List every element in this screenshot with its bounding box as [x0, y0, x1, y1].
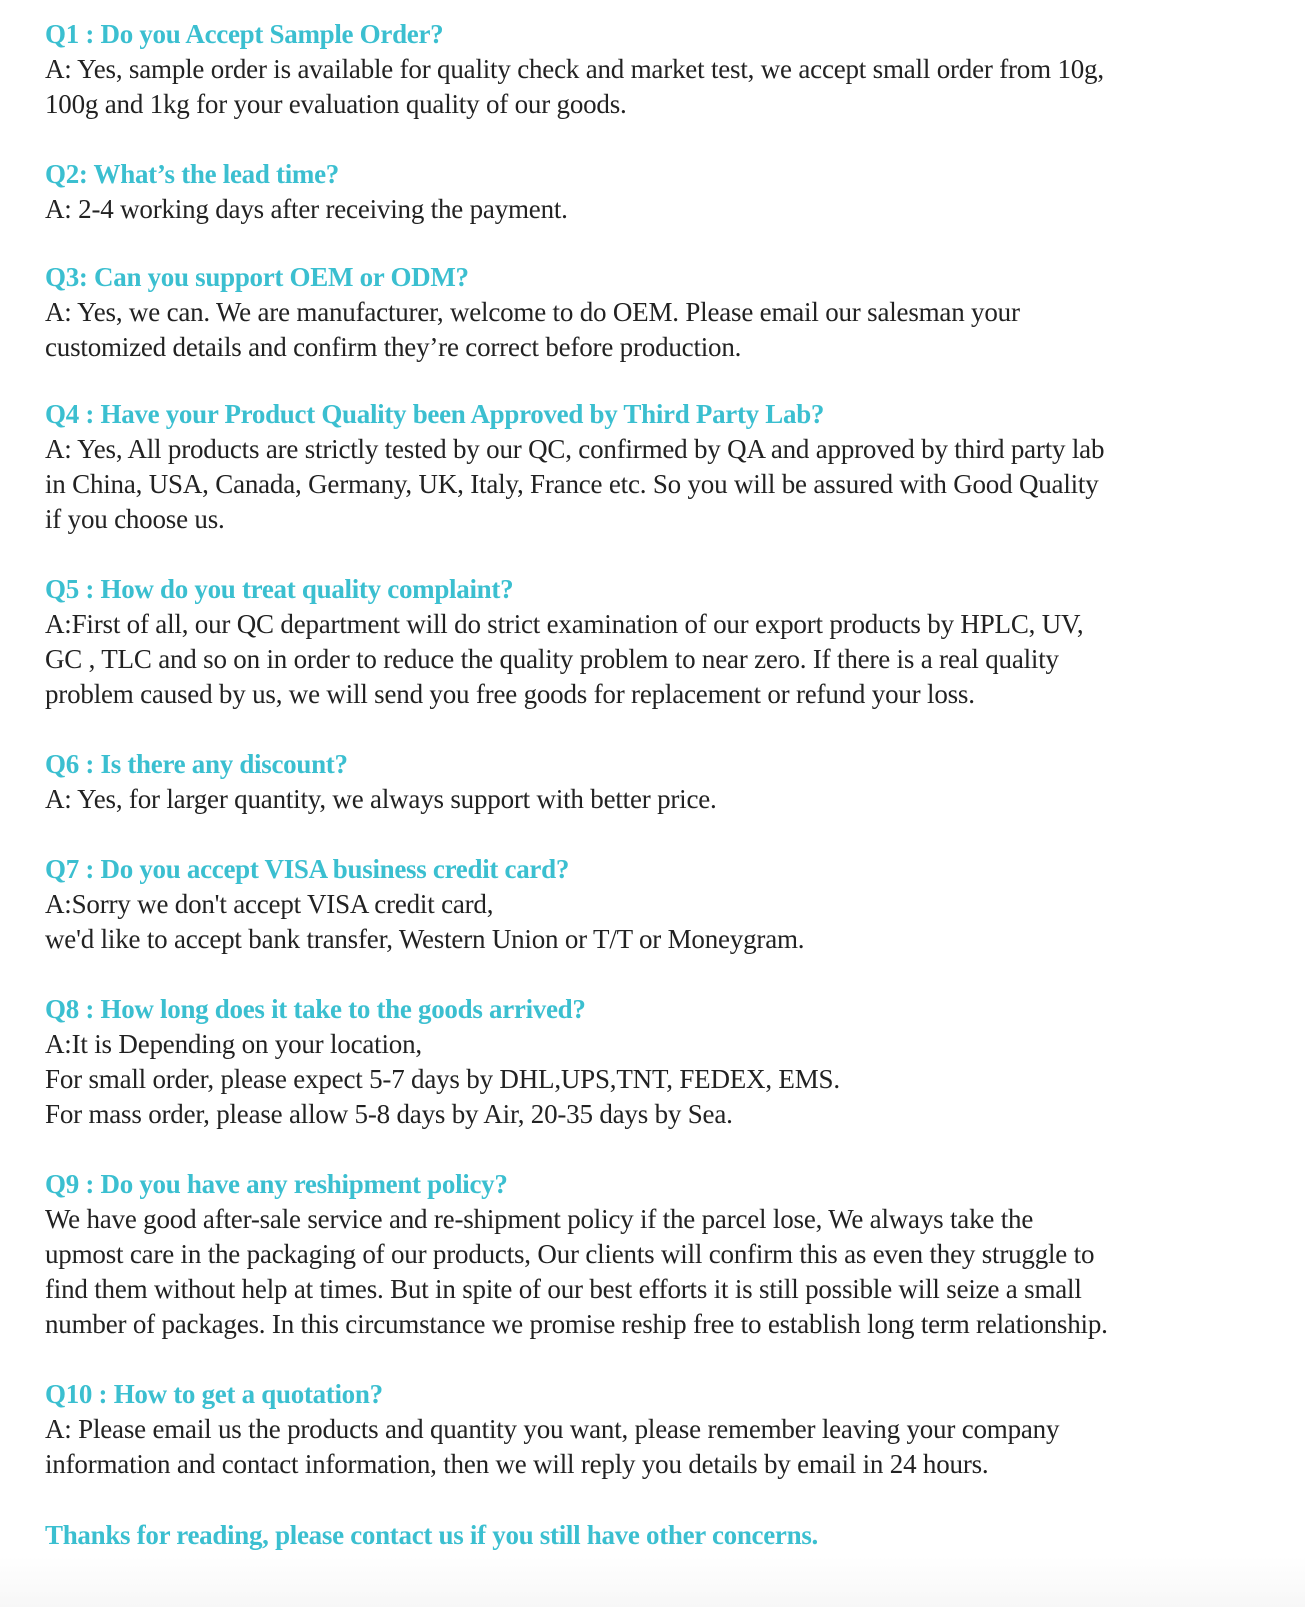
faq-answer-line: information and contact information, then we will reply you details by email in 24 hours. [45, 1449, 989, 1479]
faq-answer-line: if you choose us. [45, 504, 225, 534]
faq-question: Q10 : How to get a quotation? [45, 1379, 383, 1409]
closing-note: Thanks for reading, please contact us if you still have other concerns. [45, 1520, 818, 1550]
faq-answer-line: 100g and 1kg for your evaluation quality of our goods. [45, 89, 627, 119]
faq-question: Q8 : How long does it take to the goods arrived? [45, 994, 586, 1024]
faq-answer-line: We have good after-sale service and re-shipment policy if the parcel lose, We always take the [45, 1204, 1034, 1234]
faq-item [45, 852, 804, 957]
faq-answer-line: A: 2-4 working days after receiving the payment. [45, 194, 568, 224]
faq-item [45, 747, 717, 817]
faq-question: Q3: Can you support OEM or ODM? [45, 262, 469, 292]
faq-item [45, 1377, 1059, 1482]
faq-item [45, 1167, 1108, 1342]
faq-answer-line: A:It is Depending on your location, [45, 1029, 422, 1059]
faq-item [45, 17, 1104, 122]
faq-answer-line: GC , TLC and so on in order to reduce the quality problem to near zero. If there is a real quality [45, 644, 1059, 674]
faq-answer-line: A: Yes, All products are strictly tested by our QC, confirmed by QA and approved by third party lab [45, 434, 1105, 464]
faq-answer-line: For mass order, please allow 5-8 days by Air, 20-35 days by Sea. [45, 1099, 733, 1129]
footer-shade [0, 1557, 1305, 1607]
faq-answer-line: A:First of all, our QC department will do strict examination of our export products by HPLC, UV, [45, 609, 1084, 639]
faq-answer-line: A: Please email us the products and quantity you want, please remember leaving your company [45, 1414, 1060, 1444]
faq-answer-line: A: Yes, sample order is available for quality check and market test, we accept small order from 10g, [45, 54, 1104, 84]
faq-answer-line: we'd like to accept bank transfer, Western Union or T/T or Moneygram. [45, 924, 805, 954]
faq-item [45, 992, 840, 1132]
faq-question: Q6 : Is there any discount? [45, 749, 348, 779]
faq-question: Q5 : How do you treat quality complaint? [45, 574, 514, 604]
faq-question: Q9 : Do you have any reshipment policy? [45, 1169, 508, 1199]
faq-item [45, 572, 1083, 712]
faq-answer-line: customized details and confirm they’re correct before production. [45, 332, 742, 362]
faq-answer-line: A:Sorry we don't accept VISA credit card, [45, 889, 494, 919]
faq-answer-line: in China, USA, Canada, Germany, UK, Italy, France etc. So you will be assured with Good Quality [45, 469, 1099, 499]
faq-item [45, 157, 568, 227]
faq-question: Q2: What’s the lead time? [45, 159, 339, 189]
faq-answer-line: find them without help at times. But in spite of our best efforts it is still possible will seize a small [45, 1274, 1082, 1304]
faq-answer-line: For small order, please expect 5-7 days by DHL,UPS,TNT, FEDEX, EMS. [45, 1064, 840, 1094]
faq-answer-line: upmost care in the packaging of our products, Our clients will confirm this as even they struggle to [45, 1239, 1095, 1269]
faq-question: Q4 : Have your Product Quality been Approved by Third Party Lab? [45, 399, 825, 429]
faq-question: Q1 : Do you Accept Sample Order? [45, 19, 444, 49]
faq-item [45, 397, 1104, 537]
faq-answer-line: problem caused by us, we will send you free goods for replacement or refund your loss. [45, 679, 975, 709]
faq-item [45, 260, 1020, 365]
faq-answer-line: number of packages. In this circumstance we promise reship free to establish long term relationship. [45, 1309, 1108, 1339]
faq-question: Q7 : Do you accept VISA business credit card? [45, 854, 570, 884]
faq-answer-line: A: Yes, we can. We are manufacturer, welcome to do OEM. Please email our salesman your [45, 297, 1020, 327]
faq-answer-line: A: Yes, for larger quantity, we always support with better price. [45, 784, 717, 814]
